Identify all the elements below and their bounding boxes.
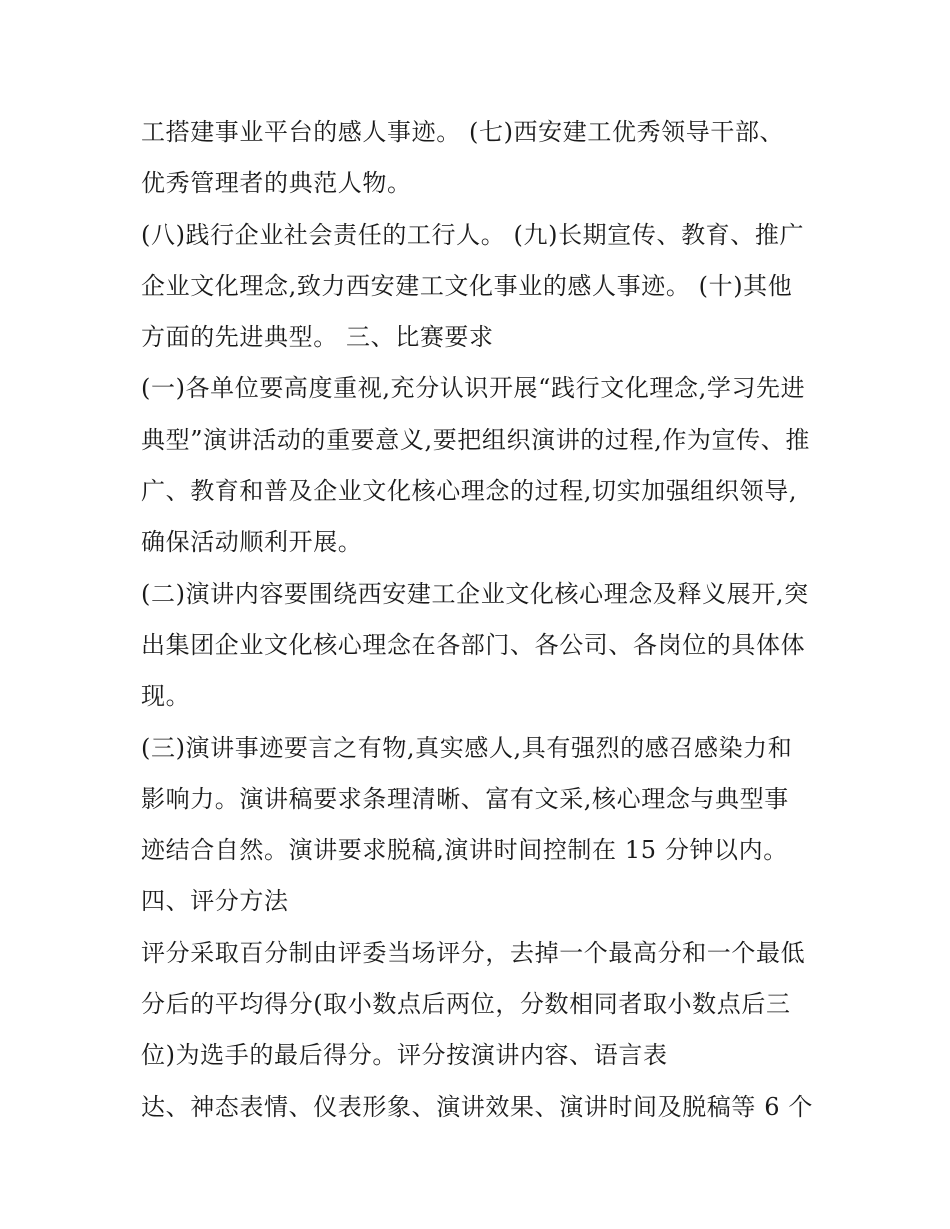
section-heading-line: 方面的先进典型。 三、比赛要求 <box>141 323 494 352</box>
document-body <box>141 107 821 1133</box>
text-line: (三)演讲事迹要言之有物,真实感人,具有强烈的感召感染力和 <box>141 733 793 762</box>
text-line: 典型”演讲活动的重要意义,要把组织演讲的过程,作为宣传、推 <box>141 425 810 454</box>
text-line: 企业文化理念,致力西安建工文化事业的感人事迹。 (十)其他 <box>141 271 793 300</box>
text-line: 现。 <box>141 682 191 711</box>
text-line: 确保活动顺利开展。 <box>141 528 363 557</box>
text-line: 位)为选手的最后得分。评分按演讲内容、语言表 <box>141 1041 668 1070</box>
text-line: 评分采取百分制由评委当场评分，去掉一个最高分和一个最低 <box>141 938 806 967</box>
text-line: 分后的平均得分(取小数点后两位，分数相同者取小数点后三 <box>141 990 791 1019</box>
text-line: 迹结合自然。演讲要求脱稿,演讲时间控制在 15 分钟以内。 <box>141 836 788 865</box>
text-line: 影响力。演讲稿要求条理清晰、富有文采,核心理念与典型事 <box>141 784 789 813</box>
text-line: 广、教育和普及企业文化核心理念的过程,切实加强组织领导, <box>141 477 798 506</box>
text-line: 工搭建事业平台的感人事迹。 (七)西安建工优秀领导干部、 <box>141 118 785 146</box>
text-line: (八)践行企业社会责任的工行人。 (九)长期宣传、教育、推广 <box>141 220 805 249</box>
text-line: (二)演讲内容要围绕西安建工企业文化核心理念及释义展开,突 <box>141 579 809 608</box>
text-line: 优秀管理者的典范人物。 <box>141 169 412 198</box>
text-line: 达、神态表情、仪表形象、演讲效果、演讲时间及脱稿等 6 个 <box>141 1092 813 1121</box>
text-line: (一)各单位要高度重视,充分认识开展“践行文化理念,学习先进 <box>141 374 806 403</box>
text-line: 出集团企业文化核心理念在各部门、各公司、各岗位的具体体 <box>141 630 806 659</box>
section-heading: 四、评分方法 <box>141 887 289 916</box>
